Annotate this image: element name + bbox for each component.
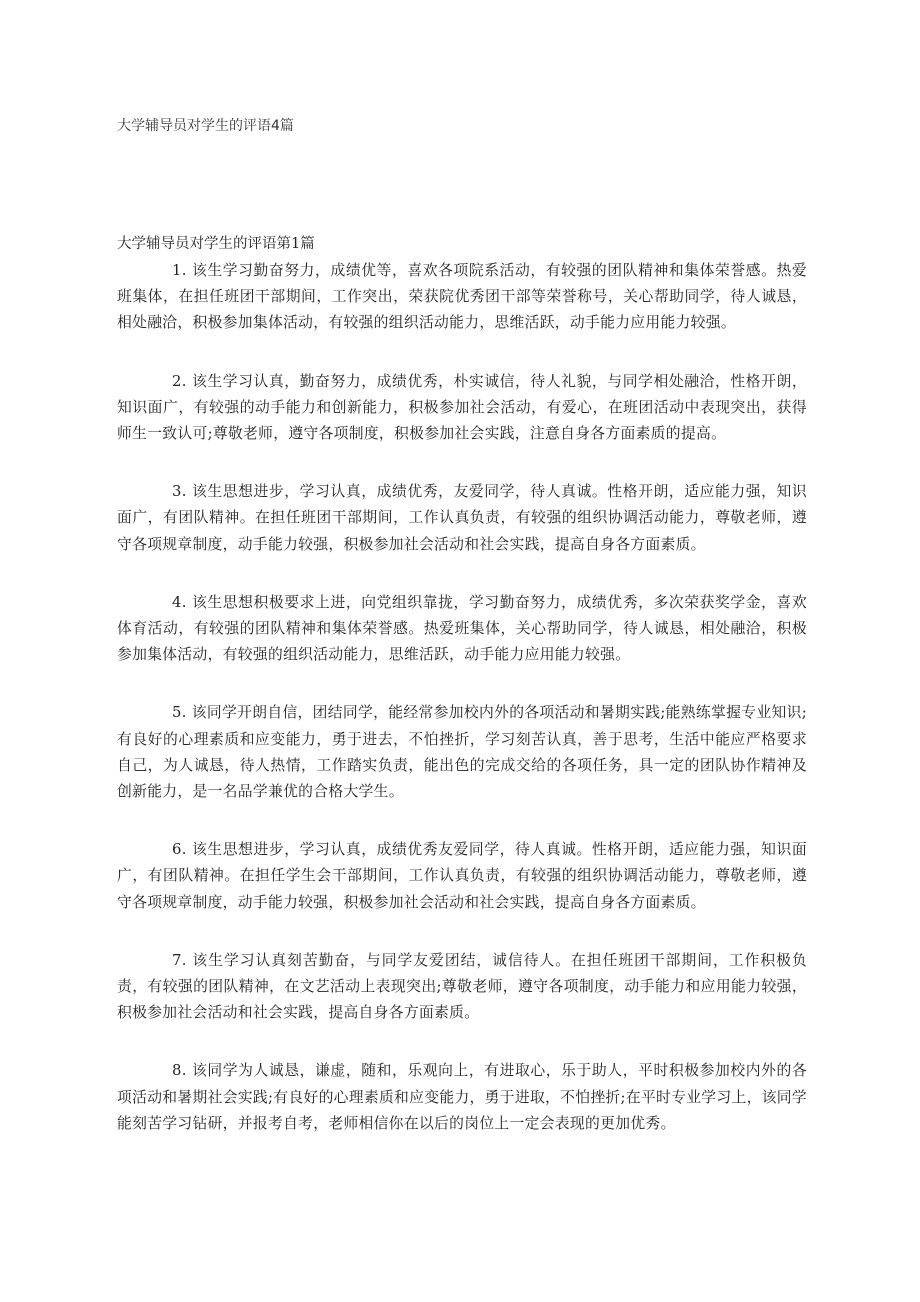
comment-paragraph-6: 6. 该生思想进步，学习认真，成绩优秀友爱同学，待人真诚。性格开朗，适应能力强，知识面广，有团队精神。在担任学生会干部期间，工作认真负责，有较强的组织协调活动能力，尊敬老师，遵守各项规章制度，动手能力较强，积极参加社会活动和社会实践，提高自身各方面素质。 — [117, 841, 807, 911]
comment-paragraph-2: 2. 该生学习认真，勤奋努力，成绩优秀，朴实诚信，待人礼貌，与同学相处融洽，性格开朗，知识面广，有较强的动手能力和创新能力，积极参加社会活动，有爱心，在班团活动中表现突出，获得师生一致认可;尊敬老师，遵守各项制度，积极参加社会实践，注意自身各方面素质的提高。 — [117, 372, 807, 443]
comment-paragraph-1: 1. 该生学习勤奋努力，成绩优等，喜欢各项院系活动，有较强的团队精神和集体荣誉感。热爱班集体，在担任班团干部期间，工作突出，荣获院优秀团干部等荣誉称号，关心帮助同学，待人诚恳，相处融洽，积极参加集体活动，有较强的组织活动能力，思维活跃，动手能力应用能力较强。 — [117, 262, 807, 332]
comment-paragraph-7: 7. 该生学习认真刻苦勤奋，与同学友爱团结，诚信待人。在担任班团干部期间，工作积极负责，有较强的团队精神，在文艺活动上表现突出;尊敬老师，遵守各项制度，动手能力和应用能力较强，积极参加社会活动和社会实践，提高自身各方面素质。 — [117, 951, 807, 1022]
comment-paragraph-8: 8. 该同学为人诚恳，谦虚，随和，乐观向上，有进取心，乐于助人，平时积极参加校内外的各项活动和暑期社会实践;有良好的心理素质和应变能力，勇于进取，不怕挫折;在平时专业学习上，该同学能刻苦学习钻研，并报考自考，老师相信你在以后的岗位上一定会表现的更加优秀。 — [117, 1062, 807, 1132]
section-heading: 大学辅导员对学生的评语第1篇 — [117, 236, 315, 252]
comment-paragraph-5: 5. 该同学开朗自信，团结同学，能经常参加校内外的各项活动和暑期实践;能熟练掌握专业知识;有良好的心理素质和应变能力，勇于进去，不怕挫折，学习刻苦认真，善于思考，生活中能应严格要求自己，为人诚恳，待人热情，工作踏实负责，能出色的完成交给的各项任务，具一定的团队协作精神及创新能力，是一名品学兼优的合格大学生。 — [117, 704, 807, 801]
document-title: 大学辅导员对学生的评语4篇 — [117, 118, 294, 134]
comment-section — [117, 234, 807, 1169]
comment-paragraph-3: 3. 该生思想进步，学习认真，成绩优秀，友爱同学，待人真诚。性格开朗，适应能力强，知识面广，有团队精神。在担任班团干部期间，工作认真负责，有较强的组织协调活动能力，尊敬老师，遵守各项规章制度，动手能力较强，积极参加社会活动和社会实践，提高自身各方面素质。 — [117, 483, 807, 553]
comment-paragraph-4: 4. 该生思想积极要求上进，向党组织靠拢，学习勤奋努力，成绩优秀，多次荣获奖学金，喜欢体育活动，有较强的团队精神和集体荣誉感。热爱班集体，关心帮助同学，待人诚恳，相处融洽，积极参加集体活动，有较强的组织活动能力，思维活跃，动手能力应用能力较强。 — [117, 593, 807, 664]
